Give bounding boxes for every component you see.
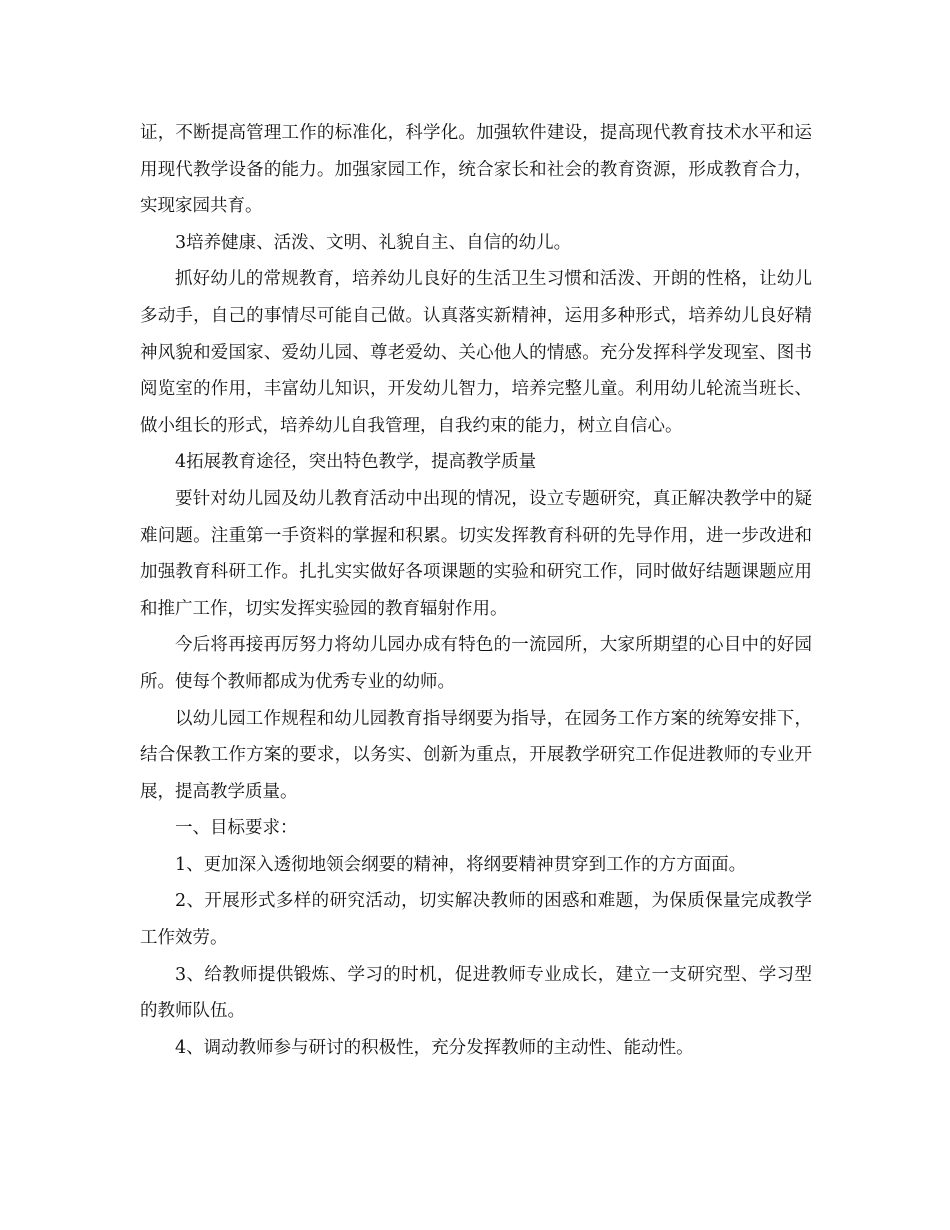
paragraph-future-goal: 今后将再接再厉努力将幼儿园办成有特色的一流园所，大家所期望的心目中的好园所。使每个教师都成为优秀专业的幼师。 <box>140 635 812 692</box>
document-body <box>140 115 812 1066</box>
paragraph-routine-education: 抓好幼儿的常规教育，培养幼儿良好的生活卫生习惯和活泼、开朗的性格，让幼儿多动手，自己的事情尽可能自己做。认真落实新精神，运用多种形式，培养幼儿良好精神风貌和爱国家、爱幼儿园、尊老爱幼、关心他人的情感。充分发挥科学发现室、图书阅览室的作用，丰富幼儿知识，开发幼儿智力，培养完整儿童。利用幼儿轮流当班长、做小组长的形式，培养幼儿自我管理，自我约束的能力，树立自信心。 <box>140 269 812 436</box>
paragraph-research: 要针对幼儿园及幼儿教育活动中出现的情况，设立专题研究，真正解决教学中的疑难问题。注重第一手资料的掌握和积累。切实发挥教育科研的先导作用，进一步改进和加强教育科研工作。扎扎实实做好各项课题的实验和研究工作，同时做好结题课题应用和推广工作，切实发挥实验园的教育辐射作用。 <box>140 488 812 619</box>
goal-item-1: 1、更加深入透彻地领会纲要的精神，将纲要精神贯穿到工作的方方面面。 <box>175 854 747 875</box>
goal-item-2: 2、开展形式多样的研究活动，切实解决教师的困惑和难题，为保质保量完成教学工作效劳。 <box>140 891 812 949</box>
paragraph-guideline: 以幼儿园工作规程和幼儿园教育指导纲要为指导，在园务工作方案的统筹安排下，结合保教工作方案的要求，以务实、创新为重点，开展教学研究工作促进教师的专业开展，提高教学质量。 <box>140 708 812 802</box>
paragraph-continuation: 证，不断提高管理工作的标准化，科学化。加强软件建设，提高现代教育技术水平和运用现代教学设备的能力。加强家园工作，统合家长和社会的教育资源，形成教育合力，实现家园共育。 <box>140 123 812 217</box>
paragraph-item-4-heading: 4拓展教育途径，突出特色教学，提高教学质量 <box>175 452 537 473</box>
goal-item-3: 3、给教师提供锻炼、学习的时机，促进教师专业成长，建立一支研究型、学习型的教师队伍。 <box>140 964 812 1022</box>
section-heading-goals: 一、目标要求： <box>175 818 298 839</box>
goal-item-4: 4、调动教师参与研讨的积极性，充分发挥教师的主动性、能动性。 <box>175 1037 694 1058</box>
paragraph-item-3-heading: 3培养健康、活泼、文明、礼貌自主、自信的幼儿。 <box>175 232 572 253</box>
